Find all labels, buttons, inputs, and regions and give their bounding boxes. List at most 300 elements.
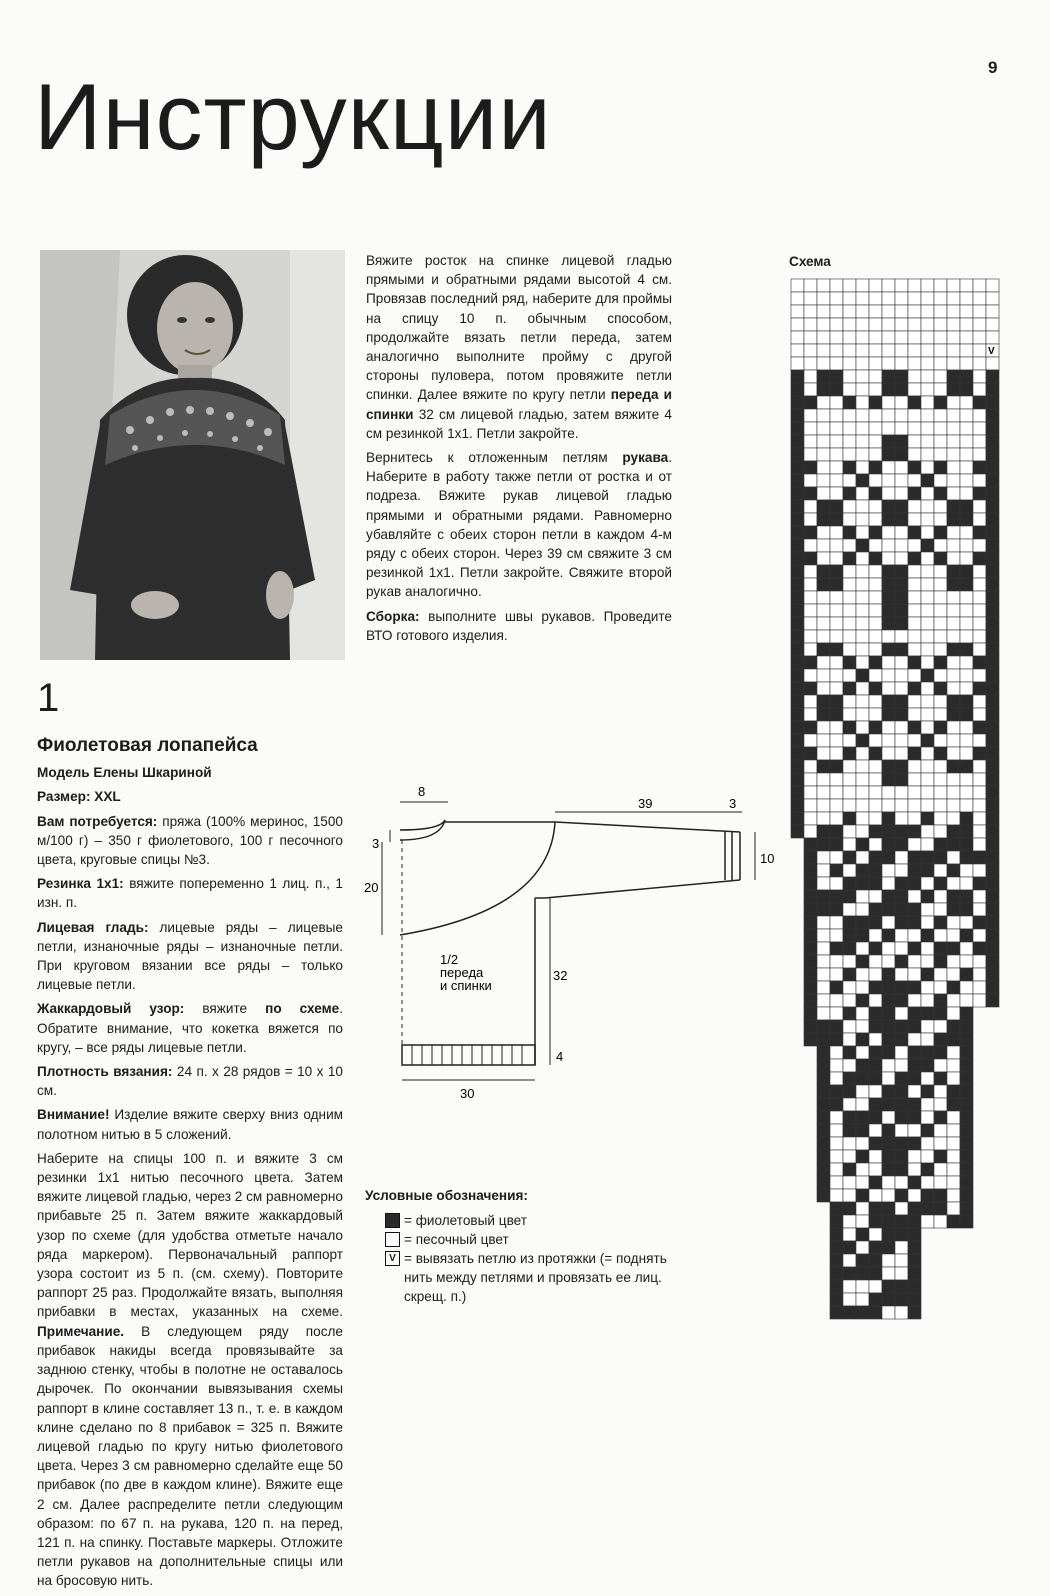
chart-cell [817, 617, 830, 630]
chart-cell [934, 929, 947, 942]
chart-cell [869, 1124, 882, 1137]
chart-cell [869, 1111, 882, 1124]
chart-cell [869, 695, 882, 708]
chart-cell [921, 825, 934, 838]
chart-cell [882, 1176, 895, 1189]
chart-cell [869, 1098, 882, 1111]
chart-cell [843, 500, 856, 513]
chart-cell [947, 539, 960, 552]
chart-cell [830, 994, 843, 1007]
chart-cell [947, 695, 960, 708]
chart-cell [856, 1176, 869, 1189]
chart-cell [986, 812, 999, 825]
chart-cell [908, 994, 921, 1007]
chart-cell [817, 942, 830, 955]
chart-cell [973, 331, 986, 344]
chart-cell [934, 864, 947, 877]
chart-cell [947, 1046, 960, 1059]
chart-cell [856, 708, 869, 721]
chart-cell [960, 890, 973, 903]
chart-cell [856, 1150, 869, 1163]
chart-cell [908, 435, 921, 448]
chart-cell [817, 838, 830, 851]
chart-cell [960, 539, 973, 552]
chart-cell [986, 773, 999, 786]
chart-cell [895, 292, 908, 305]
chart-cell [856, 890, 869, 903]
chart-cell [973, 344, 986, 357]
chart-cell [843, 695, 856, 708]
chart-cell [973, 968, 986, 981]
chart-cell [895, 864, 908, 877]
chart-cell [882, 994, 895, 1007]
chart-cell [947, 851, 960, 864]
chart-cell [869, 1254, 882, 1267]
chart-cell [830, 396, 843, 409]
chart-cell [895, 1098, 908, 1111]
chart-cell [895, 1241, 908, 1254]
chart-cell [934, 1202, 947, 1215]
chart-cell [960, 669, 973, 682]
chart-cell [804, 695, 817, 708]
chart-cell [908, 1228, 921, 1241]
chart-cell [960, 578, 973, 591]
chart-cell [817, 877, 830, 890]
chart-cell [986, 474, 999, 487]
chart-cell [973, 669, 986, 682]
chart-cell [921, 916, 934, 929]
chart-cell [856, 643, 869, 656]
chart-cell [843, 448, 856, 461]
chart-cell [804, 1033, 817, 1046]
chart-cell [895, 396, 908, 409]
chart-cell [934, 292, 947, 305]
chart-cell [921, 565, 934, 578]
chart-cell [895, 565, 908, 578]
chart-cell [934, 357, 947, 370]
chart-cell [947, 656, 960, 669]
chart-cell [947, 669, 960, 682]
chart-cell [804, 981, 817, 994]
chart-cell [856, 1124, 869, 1137]
chart-cell [908, 981, 921, 994]
chart-cell [830, 734, 843, 747]
chart-cell [817, 864, 830, 877]
chart-cell [791, 487, 804, 500]
chart-cell [843, 1007, 856, 1020]
diagram-label-line3: и спинки [440, 978, 492, 993]
chart-cell [973, 760, 986, 773]
chart-cell [986, 331, 999, 344]
chart-cell [895, 604, 908, 617]
chart-cell [791, 812, 804, 825]
main-text-1: Наберите на спицы 100 п. и вяжите 3 см резинки 1х1 нитью песочного цвета. Затем вяжите лицевой гладью, через 2 см равномерно прибавьте 25 п. Затем вяжите жаккардовый узор по схеме (для удобства отметьте начало ряда маркером). Первоначальный раппорт узора состоит из 5 п. (см. схему). Повторите раппорт 25 раз. Продолжайте вязать, выполняя прибавки в местах, указанных на схеме. [37, 1150, 343, 1320]
chart-cell [882, 734, 895, 747]
chart-cell [856, 1254, 869, 1267]
chart-cell [921, 799, 934, 812]
chart-cell [973, 578, 986, 591]
chart-cell [817, 578, 830, 591]
chart-cell [934, 474, 947, 487]
chart-cell [856, 617, 869, 630]
chart-cell [973, 526, 986, 539]
chart-cell [947, 890, 960, 903]
chart-cell [960, 383, 973, 396]
chart-cell [934, 331, 947, 344]
chart-cell [947, 552, 960, 565]
jacquard-pre: вяжите [202, 1001, 248, 1017]
chart-cell [921, 1111, 934, 1124]
chart-cell [973, 383, 986, 396]
chart-cell [843, 1306, 856, 1319]
sand-swatch-icon [385, 1232, 400, 1247]
chart-cell [908, 370, 921, 383]
chart-cell [830, 1202, 843, 1215]
rib-label: Резинка 1х1: [37, 876, 124, 892]
chart-cell [804, 994, 817, 1007]
chart-cell [921, 1007, 934, 1020]
chart-cell [973, 734, 986, 747]
chart-cell [960, 955, 973, 968]
chart-cell [830, 1046, 843, 1059]
chart-cell [895, 916, 908, 929]
chart-cell [921, 305, 934, 318]
chart-cell [869, 513, 882, 526]
chart-cell [934, 721, 947, 734]
chart-cell [869, 734, 882, 747]
attention-label: Внимание! [37, 1107, 110, 1123]
chart-cell [934, 786, 947, 799]
chart-cell [895, 1306, 908, 1319]
chart-cell [843, 396, 856, 409]
chart-cell [921, 864, 934, 877]
chart-cell [830, 1215, 843, 1228]
chart-cell [882, 1254, 895, 1267]
chart-cell [804, 526, 817, 539]
chart-cell [856, 1020, 869, 1033]
chart-cell [856, 981, 869, 994]
chart-cell [817, 890, 830, 903]
chart-cell [908, 1202, 921, 1215]
chart-cell [986, 955, 999, 968]
chart-cell [921, 656, 934, 669]
chart-cell [973, 708, 986, 721]
chart-cell [882, 305, 895, 318]
chart-cell [882, 929, 895, 942]
chart-cell [830, 773, 843, 786]
chart-cell [804, 773, 817, 786]
chart-cell [843, 838, 856, 851]
chart-cell [908, 890, 921, 903]
chart-cell [830, 630, 843, 643]
chart-cell [947, 916, 960, 929]
chart-cell [882, 747, 895, 760]
chart-cell [986, 682, 999, 695]
chart-cell [856, 370, 869, 383]
chart-cell [921, 318, 934, 331]
chart-cell [895, 1124, 908, 1137]
chart-cell [921, 994, 934, 1007]
chart-cell [921, 929, 934, 942]
chart-cell [934, 344, 947, 357]
chart-cell [830, 838, 843, 851]
chart-cell [947, 1215, 960, 1228]
chart-cell [973, 877, 986, 890]
chart-cell [843, 1215, 856, 1228]
chart-cell [830, 513, 843, 526]
chart-cell [934, 903, 947, 916]
chart-cell [947, 604, 960, 617]
chart-cell [843, 461, 856, 474]
chart-cell [843, 734, 856, 747]
chart-cell [986, 461, 999, 474]
chart-cell [856, 955, 869, 968]
chart-cell [908, 1085, 921, 1098]
chart-cell [895, 656, 908, 669]
chart-cell [908, 591, 921, 604]
chart-cell [947, 903, 960, 916]
chart-cell [908, 838, 921, 851]
chart-cell [856, 1163, 869, 1176]
chart-cell [960, 409, 973, 422]
chart-cell [804, 617, 817, 630]
chart-cell [830, 929, 843, 942]
chart-cell [882, 981, 895, 994]
chart-cell [960, 838, 973, 851]
chart-cell [804, 435, 817, 448]
chart-cell [856, 877, 869, 890]
chart-cell [817, 565, 830, 578]
legend-item-purple-text: = фиолетовый цвет [404, 1213, 527, 1228]
chart-cell [934, 370, 947, 383]
chart-cell [882, 1280, 895, 1293]
chart-cell [960, 396, 973, 409]
chart-cell [817, 539, 830, 552]
chart-cell [973, 513, 986, 526]
chart-cell [947, 318, 960, 331]
chart-cell [986, 825, 999, 838]
chart-cell [869, 630, 882, 643]
chart-cell [921, 552, 934, 565]
chart-cell [908, 669, 921, 682]
chart-cell [882, 669, 895, 682]
chart-cell [908, 682, 921, 695]
chart-cell [908, 877, 921, 890]
chart-cell [947, 370, 960, 383]
chart-cell [869, 279, 882, 292]
chart-cell [895, 370, 908, 383]
chart-cell [934, 1163, 947, 1176]
jacquard-label: Жаккардовый узор: [37, 1001, 185, 1017]
chart-cell [843, 1241, 856, 1254]
dim-neck-width: 8 [418, 784, 426, 799]
chart-cell [960, 604, 973, 617]
chart-cell [908, 422, 921, 435]
chart-cell [843, 305, 856, 318]
chart-cell [817, 552, 830, 565]
chart-cell [895, 786, 908, 799]
chart-cell [960, 695, 973, 708]
chart-cell [934, 734, 947, 747]
chart-cell [830, 617, 843, 630]
chart-cell [830, 1254, 843, 1267]
chart-cell [895, 721, 908, 734]
chart-cell [856, 539, 869, 552]
chart-cell [804, 669, 817, 682]
chart-cell [986, 565, 999, 578]
chart-cell [869, 383, 882, 396]
chart-cell [856, 1059, 869, 1072]
chart-cell [895, 1150, 908, 1163]
chart-cell [817, 305, 830, 318]
chart-cell [908, 1046, 921, 1059]
chart-cell [960, 1111, 973, 1124]
chart-cell [947, 448, 960, 461]
chart-cell [869, 747, 882, 760]
chart-cell [960, 422, 973, 435]
chart-cell [843, 318, 856, 331]
chart-cell [817, 812, 830, 825]
chart-cell [817, 331, 830, 344]
chart-cell [895, 305, 908, 318]
chart-cell [960, 630, 973, 643]
chart-cell [843, 552, 856, 565]
chart-cell [908, 1189, 921, 1202]
chart-cell [960, 461, 973, 474]
chart-cell [869, 1163, 882, 1176]
chart-cell [908, 955, 921, 968]
chart-cell [895, 1254, 908, 1267]
chart-cell [934, 318, 947, 331]
chart-cell [856, 474, 869, 487]
chart-cell [934, 656, 947, 669]
chart-cell [804, 500, 817, 513]
chart-cell [947, 331, 960, 344]
chart-cell [908, 526, 921, 539]
chart-cell [960, 877, 973, 890]
chart-cell [986, 318, 999, 331]
chart-increase-symbol: V [988, 346, 995, 357]
chart-cell [934, 396, 947, 409]
gauge-label: Плотность вязания: [37, 1064, 173, 1080]
chart-cell [843, 890, 856, 903]
chart-cell [856, 604, 869, 617]
chart-cell [856, 344, 869, 357]
chart-cell [804, 760, 817, 773]
chart-cell [843, 1137, 856, 1150]
chart-cell [908, 1176, 921, 1189]
chart-cell [895, 799, 908, 812]
chart-cell [804, 305, 817, 318]
chart-cell [973, 786, 986, 799]
chart-cell [895, 669, 908, 682]
chart-cell [843, 955, 856, 968]
chart-cell [921, 1059, 934, 1072]
chart-cell [869, 786, 882, 799]
chart-cell [973, 552, 986, 565]
chart-cell [830, 422, 843, 435]
chart-cell [843, 1124, 856, 1137]
chart-cell [817, 903, 830, 916]
chart-cell [921, 578, 934, 591]
chart-cell [791, 357, 804, 370]
chart-cell [817, 851, 830, 864]
chart-cell [882, 1046, 895, 1059]
chart-cell [947, 1007, 960, 1020]
chart-cell [869, 981, 882, 994]
chart-cell [960, 1124, 973, 1137]
chart-cell [960, 786, 973, 799]
chart-cell [882, 656, 895, 669]
chart-cell [804, 318, 817, 331]
chart-cell [804, 903, 817, 916]
chart-cell [934, 994, 947, 1007]
chart-cell [843, 1085, 856, 1098]
dim-cuff-length: 3 [729, 796, 737, 811]
chart-cell [843, 344, 856, 357]
dim-sleeve-width: 10 [760, 851, 775, 866]
chart-cell [830, 448, 843, 461]
chart-cell [830, 981, 843, 994]
chart-cell [934, 565, 947, 578]
chart-cell [856, 357, 869, 370]
chart-cell [921, 942, 934, 955]
chart-cell [908, 1020, 921, 1033]
chart-cell [869, 1202, 882, 1215]
chart-cell [921, 643, 934, 656]
chart-cell [843, 760, 856, 773]
chart-cell [986, 929, 999, 942]
chart-cell [921, 1085, 934, 1098]
chart-cell [804, 656, 817, 669]
rib-text: вяжите попеременно 1 лиц. п., 1 изн. п. [37, 876, 343, 911]
chart-cell [934, 1137, 947, 1150]
chart-cell [986, 409, 999, 422]
chart-cell [869, 526, 882, 539]
chart-cell [856, 695, 869, 708]
chart-cell [817, 448, 830, 461]
chart-cell [817, 1059, 830, 1072]
chart-cell [908, 812, 921, 825]
chart-cell [908, 656, 921, 669]
chart-cell [791, 461, 804, 474]
chart-cell [921, 981, 934, 994]
chart-cell [843, 409, 856, 422]
chart-cell [882, 708, 895, 721]
legend-title: Условные обозначения: [365, 1188, 528, 1203]
chart-cell [895, 279, 908, 292]
chart-cell [882, 721, 895, 734]
chart-cell [843, 526, 856, 539]
chart-cell [882, 1215, 895, 1228]
chart-cell [830, 1150, 843, 1163]
chart-cell [843, 981, 856, 994]
chart-cell [869, 890, 882, 903]
chart-cell [843, 786, 856, 799]
chart-cell [869, 396, 882, 409]
chart-cell [830, 1189, 843, 1202]
assembly-label: Сборка: [366, 608, 420, 624]
chart-cell [947, 305, 960, 318]
chart-cell [921, 955, 934, 968]
chart-cell [895, 1267, 908, 1280]
chart-cell [908, 799, 921, 812]
chart-cell [817, 1189, 830, 1202]
chart-cell [934, 1033, 947, 1046]
sleeve-text-post: . Наберите в работу также петли от ростка и от подреза. Вяжите рукав лицевой гладью прямыми и обратными рядами. Равномерно убавляйте с обеих сторон петли в каждом 4-м ряду с обеих сторон. Через 39 см свяжите 3 см резинкой 1х1. Петли закройте. Свяжите второй рукав аналогично. [366, 450, 672, 600]
chart-cell [973, 851, 986, 864]
chart-cell [791, 474, 804, 487]
